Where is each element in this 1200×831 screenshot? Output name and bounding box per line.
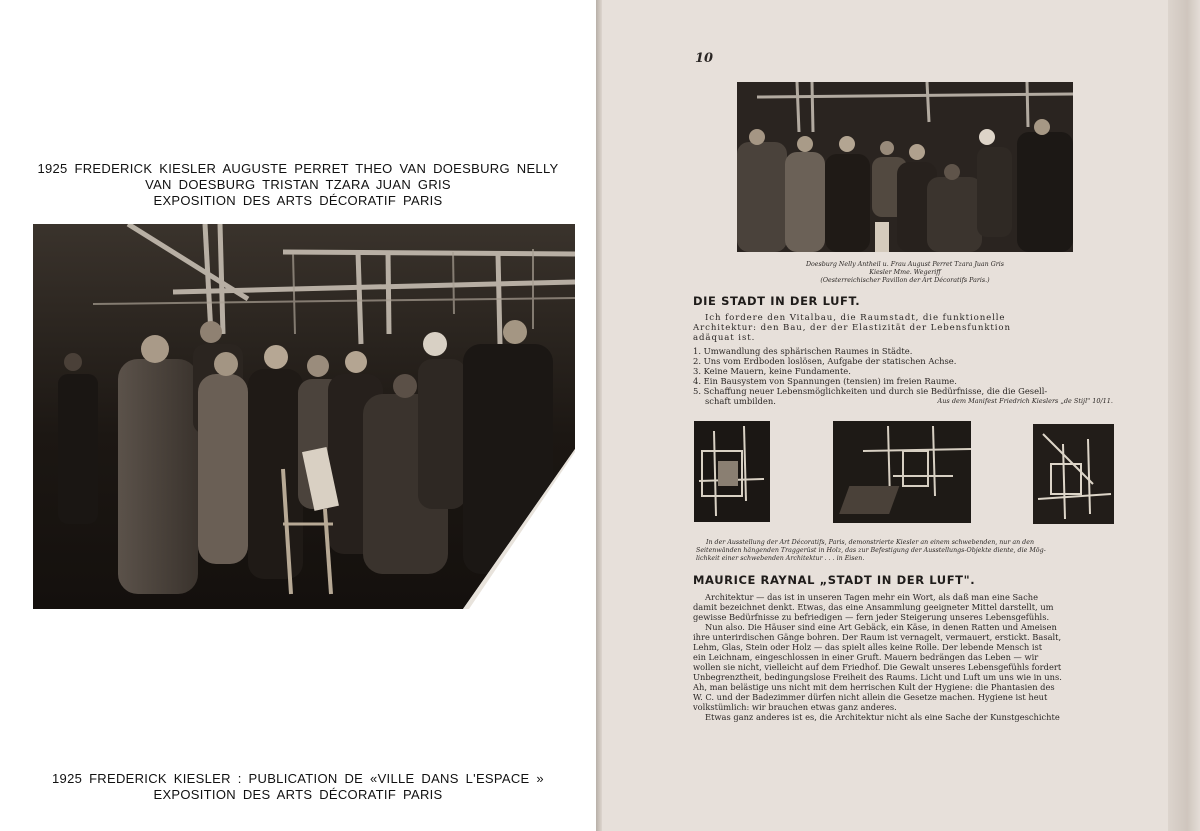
raynal-line: Lehm, Glas, Stein oder Holz — das spielt alles keine Rolle. Der lebende Mensch ist [693, 642, 1043, 652]
group-photograph-art [33, 224, 575, 609]
raynal-line: ein Leichnam, eingeschlossen in einer Gruft. Mauern bedrängen das Leben — wir [693, 652, 1039, 662]
exhibition-caption-line: Seitenwänden hängenden Traggerüst in Holz, das zur Befestigung der Ausstellungs-Objekte diente, die Mög- [696, 547, 1046, 554]
book-photo-names-2: Kiesler Mme. Wegeriff [869, 269, 941, 276]
spine-shadow [1168, 0, 1200, 831]
book-page [596, 0, 1200, 831]
book-photo-names-1: Doesburg Nelly Antheil u. Frau August Perret Tzara Juan Gris [805, 261, 1005, 268]
raynal-line: Unbegrenztheit, bedingungslose Freiheit des Raums. Licht und Luft um uns wie in uns. [693, 672, 1062, 682]
top-caption-line-1: 1925 FREDERICK KIESLER AUGUSTE PERRET THEO VAN DOESBURG NELLY [37, 161, 559, 176]
exhibition-photo-2 [833, 421, 971, 523]
raynal-line: Nun also. Die Häuser sind eine Art Gebäck, ein Käse, in denen Ratten und Ameisen [705, 622, 1057, 632]
list-item: 4. Ein Bausystem von Spannungen (tensien) im freien Raume. [693, 376, 957, 386]
page-edge [596, 0, 602, 831]
book-photo-pavilion: (Oesterreichischer Pavillon der Art Décoratifs Paris.) [820, 277, 990, 284]
raynal-line: Ah, man belästige uns nicht mit dem herrischen Kult der Hygiene: die Phantasien des [693, 682, 1055, 692]
list-item-cont: schaft umbilden. [705, 396, 776, 406]
exhibition-caption-line: lichkeit einer schwebenden Architektur . . . in Eisen. [696, 555, 865, 562]
intro-line: Architektur: den Bau, der der Elastizität der Lebensfunktion [693, 323, 1011, 333]
exhibition-caption [696, 539, 1116, 563]
raynal-line: ihre unterirdischen Gänge bohren. Der Raum ist vernagelt, vermauert, erstickt. Basalt, [693, 632, 1062, 642]
list-item-last [693, 396, 1113, 406]
bottom-caption [0, 771, 596, 803]
list-item: 3. Keine Mauern, keine Fundamente. [693, 366, 851, 376]
list-item: 1. Umwandlung des sphärischen Raumes in Städte. [693, 346, 913, 356]
exhibition-photo-2-art [833, 421, 971, 523]
heading-maurice-raynal: MAURICE RAYNAL „STADT IN DER LUFT". [693, 573, 976, 587]
manifesto-list [693, 346, 1113, 406]
manifesto-intro [693, 313, 1113, 343]
exhibition-caption-line: In der Ausstellung der Art Décoratifs, Paris, demonstrierte Kiesler an einem schwebenden, nur an den [706, 539, 1034, 546]
exhibition-photo-1-art [694, 421, 770, 522]
heading-stadt-in-der-luft: DIE STADT IN DER LUFT. [693, 294, 861, 308]
book-group-photo-art [737, 82, 1073, 252]
raynal-line: damit bezeichnet denkt. Etwas, das eine Ansammlung geeigneter Mittel darstellt, um [693, 602, 1054, 612]
raynal-line: gewisse Bedürfnisse zu befriedigen — fern jeder Steigerung unseres Lebensgefühls. [693, 612, 1050, 622]
group-photograph [33, 224, 575, 609]
raynal-line: Architektur — das ist in unseren Tagen mehr ein Wort, als daß man eine Sache [705, 592, 1039, 602]
left-panel [0, 0, 596, 831]
intro-line: Ich fordere den Vitalbau, die Raumstadt, die funktionelle [705, 313, 1006, 323]
page-number: 10 [695, 51, 714, 66]
top-caption [0, 161, 596, 209]
book-photo-caption [737, 261, 1073, 285]
manifesto-source: Aus dem Manifest Friedrich Kieslers „de Stijl" 10/11. [937, 397, 1113, 405]
raynal-line: Etwas ganz anderes ist es, die Architektur nicht als eine Sache der Kunstgeschichte [705, 712, 1060, 722]
exhibition-photo-1 [694, 421, 770, 522]
exhibition-photo-3-art [1033, 424, 1114, 524]
bottom-caption-line-1: 1925 FREDERICK KIESLER : PUBLICATION DE «VILLE DANS L'ESPACE » [52, 771, 544, 786]
intro-line: adäquat ist. [693, 333, 756, 343]
raynal-line: volkstümlich: wir brauchen etwas ganz anderes. [693, 702, 897, 712]
raynal-text [693, 592, 1113, 722]
list-item: 2. Uns vom Erdboden loslösen, Aufgabe der statischen Achse. [693, 356, 957, 366]
book-group-photo [737, 82, 1073, 252]
raynal-line: W. C. und der Badezimmer dürfen nicht allein die Gesetze machen. Hygiene ist heut [693, 692, 1048, 702]
top-caption-line-3: EXPOSITION DES ARTS DÉCORATIF PARIS [153, 193, 443, 208]
raynal-line: wollen sie nicht, vielleicht auf dem Friedhof. Die Gewalt unseres Lebensgefühls fordert [693, 662, 1062, 672]
list-item: 5. Schaffung neuer Lebensmöglichkeiten und durch sie Bedürfnisse, die die Gesell- [693, 386, 1048, 396]
top-caption-line-2: VAN DOESBURG TRISTAN TZARA JUAN GRIS [145, 177, 451, 192]
exhibition-photo-3 [1033, 424, 1114, 524]
bottom-caption-line-2: EXPOSITION DES ARTS DÉCORATIF PARIS [153, 787, 443, 802]
